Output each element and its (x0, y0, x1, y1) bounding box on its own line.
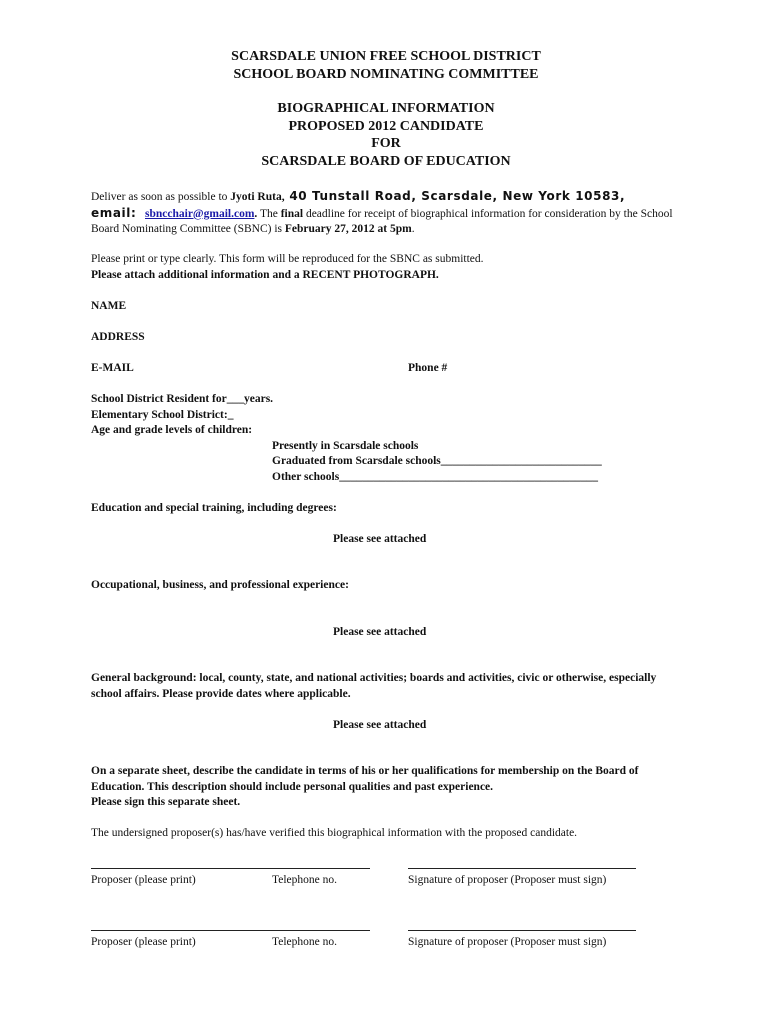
sign-separate-sheet: Please sign this separate sheet. (91, 796, 241, 808)
delivery-instructions (91, 189, 676, 238)
resident-years-field: School District Resident for___years. (91, 393, 274, 405)
proposer-2-print-line[interactable] (91, 930, 370, 931)
separate-sheet-text: On a separate sheet, describe the candidate in terms of his or her qualifications for membership on the Board of Education. This description should include personal qualities and past experience. (91, 765, 639, 793)
attach-note: Please attach additional information and a RECENT PHOTOGRAPH. (91, 269, 439, 281)
deadline-text: deadline for receipt of biographical information for consideration by the School Board Nominating Committee (SBNC) is (91, 207, 673, 235)
deliver-prefix: Deliver as soon as possible to (91, 191, 231, 203)
the-word: The (257, 207, 281, 220)
proposer-2-print-label: Proposer (please print) (91, 936, 196, 948)
elementary-district-field: Elementary School District:_ (91, 409, 234, 421)
proposer-1-print-line[interactable] (91, 868, 370, 869)
occupation-answer: Please see attached (333, 626, 427, 638)
education-heading: Education and special training, including degrees: (91, 502, 337, 514)
email-label: email: (91, 205, 137, 220)
final-word: final (280, 207, 304, 220)
email-period: . (254, 207, 258, 220)
deliver-name: Jyoti Ruta, (230, 191, 285, 203)
children-label: Age and grade levels of children: (91, 424, 253, 436)
presently-field: Presently in Scarsdale schools (272, 440, 419, 452)
deadline-date: February 27, 2012 at 5pm (284, 223, 412, 235)
deadline-end: . (411, 223, 415, 235)
proposer-1-signature-line[interactable] (408, 868, 636, 869)
general-background-heading: General background: local, county, state, and national activities; boards and activities, civic or otherwise, especially school affairs. Please provide dates where applicable. (91, 672, 657, 700)
title-line-2: PROPOSED 2012 CANDIDATE (288, 118, 484, 134)
title-line-4: SCARSDALE BOARD OF EDUCATION (261, 153, 511, 169)
phone-label: Phone # (408, 362, 448, 374)
district-name: SCARSDALE UNION FREE SCHOOL DISTRICT (231, 49, 541, 64)
proposer-1-telephone-label: Telephone no. (272, 874, 337, 886)
address-label: ADDRESS (91, 331, 145, 343)
print-note: Please print or type clearly. This form will be reproduced for the SBNC as submitted. (91, 253, 484, 265)
other-schools-field: Other schools_____________________________________________ (272, 471, 598, 483)
email-field-label: E-MAIL (91, 362, 134, 374)
committee-name: SCHOOL BOARD NOMINATING COMMITTEE (233, 66, 539, 82)
district-header (91, 48, 681, 83)
committee-email-link[interactable]: sbncchair@gmail.com (145, 207, 255, 220)
name-label: NAME (91, 300, 127, 312)
proposer-2-telephone-label: Telephone no. (272, 936, 337, 948)
title-line-3: FOR (371, 136, 401, 151)
proposer-1-print-label: Proposer (please print) (91, 874, 196, 886)
verification-statement: The undersigned proposer(s) has/have verified this biographical information with the proposed candidate. (91, 827, 578, 839)
graduated-field: Graduated from Scarsdale schools____________________________ (272, 455, 602, 467)
form-title (91, 100, 681, 170)
title-line-1: BIOGRAPHICAL INFORMATION (277, 101, 495, 116)
occupation-heading: Occupational, business, and professional experience: (91, 579, 349, 591)
separate-sheet-instructions (91, 764, 666, 811)
proposer-1-signature-label: Signature of proposer (Proposer must sign) (408, 874, 607, 886)
education-answer: Please see attached (333, 533, 427, 545)
deliver-address: 40 Tunstall Road, Scarsdale, New York 10583, (284, 189, 626, 203)
proposer-2-signature-label: Signature of proposer (Proposer must sign) (408, 936, 607, 948)
general-background-answer: Please see attached (333, 719, 427, 731)
proposer-2-signature-line[interactable] (408, 930, 636, 931)
